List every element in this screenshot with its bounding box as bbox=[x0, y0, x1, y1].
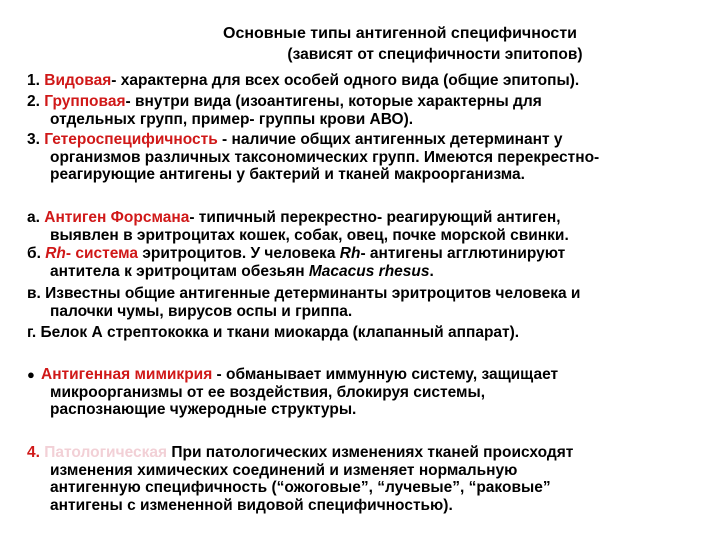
type-hetero-number: 3. bbox=[27, 131, 40, 148]
mimicry bbox=[27, 366, 707, 419]
example-b-text-line2 bbox=[27, 263, 707, 281]
bullet-icon: ● bbox=[27, 367, 35, 382]
pathological-text-line3: антигенную специфичность (“ожоговые”, “лучевые”, “раковые” bbox=[50, 479, 551, 496]
example-b-prefix: б. bbox=[27, 245, 41, 262]
type-group-text-line1: - внутри вида (изоантигены, которые характерны для bbox=[125, 93, 542, 110]
example-b-text-line1b: - антигены агглютинируют bbox=[360, 245, 566, 262]
type-group-number: 2. bbox=[27, 93, 40, 110]
example-a-term: Антиген Форсмана bbox=[44, 209, 190, 226]
type-hetero-text-line1: - наличие общих антигенных детерминант у bbox=[217, 131, 563, 148]
type-species bbox=[27, 72, 707, 90]
type-hetero bbox=[27, 131, 707, 184]
pathological-number: 4. bbox=[27, 444, 40, 461]
mimicry-term: Антигенная мимикрия bbox=[41, 366, 213, 383]
example-v bbox=[27, 285, 707, 320]
type-group-term: Групповая bbox=[44, 93, 126, 110]
type-species-term: Видовая bbox=[44, 72, 112, 89]
example-b-text-line2b: . bbox=[429, 262, 434, 280]
example-b-text-line2-italic: Macacus rhesus bbox=[308, 262, 430, 280]
pathological-text-line1: При патологических изменениях тканей происходят bbox=[167, 444, 574, 461]
example-g bbox=[27, 324, 707, 342]
example-forssman bbox=[27, 209, 707, 244]
slide-title: Основные типы антигенной специфичности bbox=[223, 25, 577, 42]
mimicry-text-line3: распознающие чужеродные структуры. bbox=[50, 401, 357, 418]
type-hetero-text-line2: организмов различных таксономических групп. Имеются перекрестно- bbox=[50, 148, 600, 166]
example-v-text-line1: в. Известны общие антигенные детерминанты эритроцитов человека и bbox=[27, 285, 581, 302]
example-b-term-italic: Rh bbox=[45, 245, 66, 262]
type-pathological bbox=[27, 444, 707, 514]
example-b-text-line1-italic: Rh bbox=[339, 245, 361, 262]
type-species-text: - характерна для всех особей одного вида (общие эпитопы). bbox=[111, 72, 580, 89]
example-a-text-line2: выявлен в эритроцитах кошек, собак, овец, почке морской свинки. bbox=[50, 226, 569, 244]
type-species-number: 1. bbox=[27, 72, 40, 89]
mimicry-text-line1: - обманывает иммунную систему, защищает bbox=[212, 366, 559, 383]
slide-subtitle: (зависят от специфичности эпитопов) bbox=[287, 46, 583, 63]
pathological-text-line2: изменения химических соединений и изменяет нормальную bbox=[50, 461, 518, 479]
example-b-term-rest: - система bbox=[65, 245, 139, 262]
example-a-text-line1: - типичный перекрестно- реагирующий антиген, bbox=[189, 209, 561, 226]
example-rh bbox=[27, 245, 707, 280]
example-b-text-line2a: антитела к эритроцитам обезьян bbox=[50, 262, 309, 280]
pathological-term: Патологическая bbox=[44, 444, 168, 461]
mimicry-text-line2: микроорганизмы от ее воздействия, блокируя системы, bbox=[50, 383, 486, 401]
type-hetero-text-line3: реагирующие антигены у бактерий и тканей макроорганизма. bbox=[50, 166, 525, 183]
type-group bbox=[27, 93, 707, 128]
example-b-text-line1a: эритроцитов. У человека bbox=[138, 245, 340, 262]
pathological-text-line4: антигены с измененной видовой специфичностью). bbox=[50, 496, 453, 514]
example-v-text-line2: палочки чумы, вирусов оспы и гриппа. bbox=[50, 302, 353, 320]
example-a-prefix: а. bbox=[27, 209, 40, 226]
example-g-text-line1: г. Белок А стрептококка и ткани миокарда (клапанный аппарат). bbox=[27, 324, 520, 341]
type-group-text-line2: отдельных групп, пример- группы крови АВО). bbox=[50, 110, 414, 128]
type-hetero-term: Гетероспецифичность bbox=[44, 131, 218, 148]
